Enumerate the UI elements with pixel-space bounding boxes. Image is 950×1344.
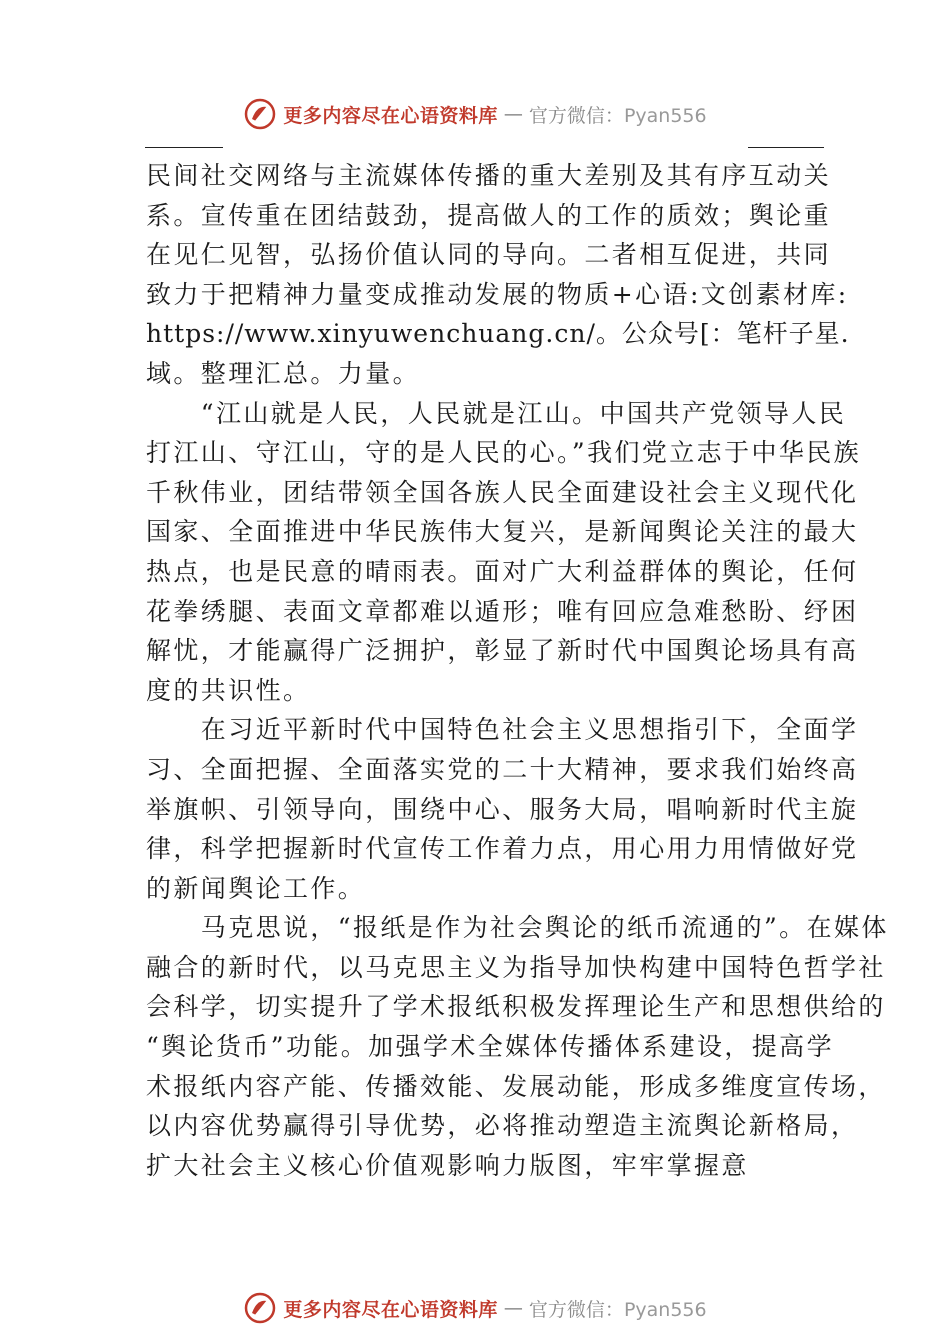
banner-wechat-id: Pyan556 (623, 1298, 707, 1321)
text-line: 打江山、守江山，守的是人民的心。”我们党立志于中华民族 (146, 438, 862, 468)
text-line: 以内容优势赢得引导优势，必将推动塑造主流舆论新格局， (146, 1111, 859, 1141)
text-line: 在习近平新时代中国特色社会主义思想指引下，全面学 (146, 715, 859, 745)
text-line: 热点，也是民意的晴雨表。面对广大利益群体的舆论，任何 (146, 556, 859, 586)
text-line: “舆论货币”功能。加强学术全媒体传播体系建设，提高学 (146, 1032, 834, 1062)
banner-dash: — (503, 1297, 523, 1319)
text-line: 花拳绣腿、表面文章都难以遁形；唯有回应急难愁盼、纾困 (146, 596, 859, 626)
text-line: 系。宣传重在团结鼓劲，提高做人的工作的质效；舆论重 (146, 200, 832, 230)
xinyu-logo-icon (243, 1291, 277, 1325)
banner-wechat-label: 官方微信： (528, 1298, 624, 1321)
banner-wechat-id: Pyan556 (623, 104, 707, 127)
text-line: 千秋伟业，团结带领全国各族人民全面建设社会主义现代化 (146, 477, 859, 507)
text-line: 国家、全面推进中华民族伟大复兴，是新闻舆论关注的最大 (146, 517, 859, 547)
banner-title: 更多内容尽在心语资料库 (283, 1298, 498, 1321)
header-banner (0, 92, 950, 136)
text-line: 术报纸内容产能、传播效能、发展动能，形成多维度宣传场， (146, 1071, 886, 1101)
text-line: 会科学，切实提升了学术报纸积极发挥理论生产和思想供给的 (146, 992, 886, 1022)
text-line-url: https://www.xinyuwenchuang.cn/。公众号[：笔杆子星. (146, 319, 850, 349)
text-line: 致力于把精神力量变成推动发展的物质+心语:文创素材库: (146, 279, 849, 309)
text-line: 融合的新时代，以马克思主义为指导加快构建中国特色哲学社 (146, 952, 886, 982)
text-line: 马克思说，“报纸是作为社会舆论的纸币流通的”。在媒体 (146, 913, 889, 943)
text-line: 度的共识性。 (146, 675, 311, 705)
banner-title: 更多内容尽在心语资料库 (283, 104, 498, 127)
banner-wechat (529, 101, 707, 128)
text-line: “江山就是人民，人民就是江山。中国共产党领导人民 (146, 398, 847, 428)
text-line: 民间社交网络与主流媒体传播的重大差别及其有序互动关 (146, 161, 832, 190)
text-line: 习、全面把握、全面落实党的二十大精神，要求我们始终高 (146, 754, 859, 784)
text-line: 在见仁见智，弘扬价值认同的导向。二者相互促进，共同 (146, 240, 832, 270)
banner-wechat-label: 官方微信： (528, 104, 624, 127)
text-line: 域。整理汇总。力量。 (146, 358, 421, 388)
text-line: 律，科学把握新时代宣传工作着力点，用心用力用情做好党 (146, 834, 859, 864)
text-line: 的新闻舆论工作。 (146, 873, 366, 903)
banner-dash: — (503, 103, 523, 125)
text-line: 解忧，才能赢得广泛拥护，彰显了新时代中国舆论场具有高 (146, 636, 859, 666)
footer-banner (0, 1286, 950, 1330)
banner-wechat (529, 1295, 707, 1322)
header-rule-right (748, 147, 824, 148)
xinyu-logo-icon (243, 97, 277, 131)
header-rule-left (145, 147, 223, 148)
text-line: 举旗帜、引领导向，围绕中心、服务大局，唱响新时代主旋 (146, 794, 859, 824)
document-body (146, 156, 889, 1185)
text-line: 扩大社会主义核心价值观影响力版图，牢牢掌握意 (146, 1150, 749, 1180)
